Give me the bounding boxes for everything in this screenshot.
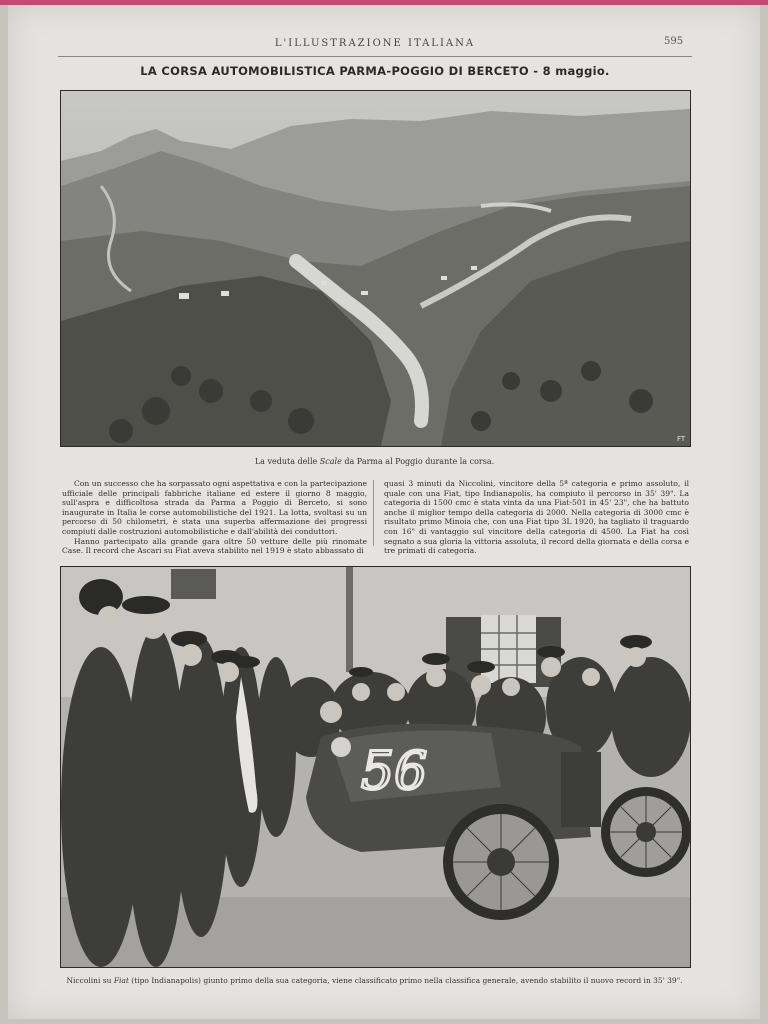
article-column-1 — [62, 479, 367, 556]
race-car-photo — [60, 566, 691, 968]
top-caption-em: Scale — [319, 457, 342, 466]
photo-credit: FT — [677, 435, 686, 443]
bottom-caption-post: (tipo Indianapolis) giunto primo della sua categoria, viene classificato primo nella classifica generale, avendo stabilito il nuovo record in 35' 39". — [128, 976, 683, 985]
bottom-caption-pre: Niccolini su — [66, 976, 114, 985]
header-rule — [58, 56, 692, 57]
top-caption-pre: La veduta delle — [254, 457, 320, 466]
top-caption-post: da Parma al Poggio durante la corsa. — [341, 457, 495, 466]
article-paragraph: Hanno partecipato alla grande gara oltre 50 vetture delle più rinomate Case. Il record che Ascari su Fiat aveva stabilito nel 1919 è stato abbassato di — [62, 536, 367, 556]
article-column-2 — [384, 479, 689, 556]
car-number: 56 — [361, 742, 428, 802]
bottom-caption-em: Fiat — [113, 976, 129, 985]
column-divider — [373, 480, 374, 546]
page-number: 595 — [664, 36, 684, 47]
race-car-crowd-illustration — [61, 567, 690, 967]
article-paragraph: quasi 3 minuti da Niccolini, vincitore della 5ª categoria e primo assoluto, il quale con una Fiat, tipo Indianapolis, ha compiuto il percorso in 35' 39". La categoria di 1500 cmc è stata vinta da una Fiat-501 in 45' 23", che ha battuto anche il miglior tempo della categoria di 2000. Nella categoria di 3000 cmc è risultato primo Minoia che, con una Fiat tipo 3L 1920, ha tagliato il traguardo con 16" di vantaggio sul vincitore della categoria di 4500. La Fiat ha così segnato a sua gloria la vittoria assoluta, il record della giornata e della corsa e tre primati di categoria. — [384, 479, 689, 556]
article-headline: LA CORSA AUTOMOBILISTICA PARMA-POGGIO DI BERCETO - 8 maggio. — [140, 64, 610, 78]
magazine-title: L'ILLUSTRAZIONE ITALIANA — [274, 38, 476, 49]
valley-landscape-illustration — [61, 91, 690, 446]
top-photo-caption — [60, 457, 689, 466]
bottom-photo-caption — [60, 976, 689, 985]
article-paragraph: Con un successo che ha sorpassato ogni aspettativa e con la partecipazione ufficiale delle principali fabbriche italiane ed estere il giorno 8 maggio, sull'aspra e difficoltosa strada da Parma a Poggio di Berceto, si sono inaugurate in Italia le corse automobilistiche del 1921. La lotta, svoltasi su un percorso di 50 chilometri, è stata una superba affermazione dei progressi compiuti dalle costruzioni automobilistiche e dall'abilità dei conduttori. — [62, 479, 367, 536]
valley-road-photo — [60, 90, 691, 447]
